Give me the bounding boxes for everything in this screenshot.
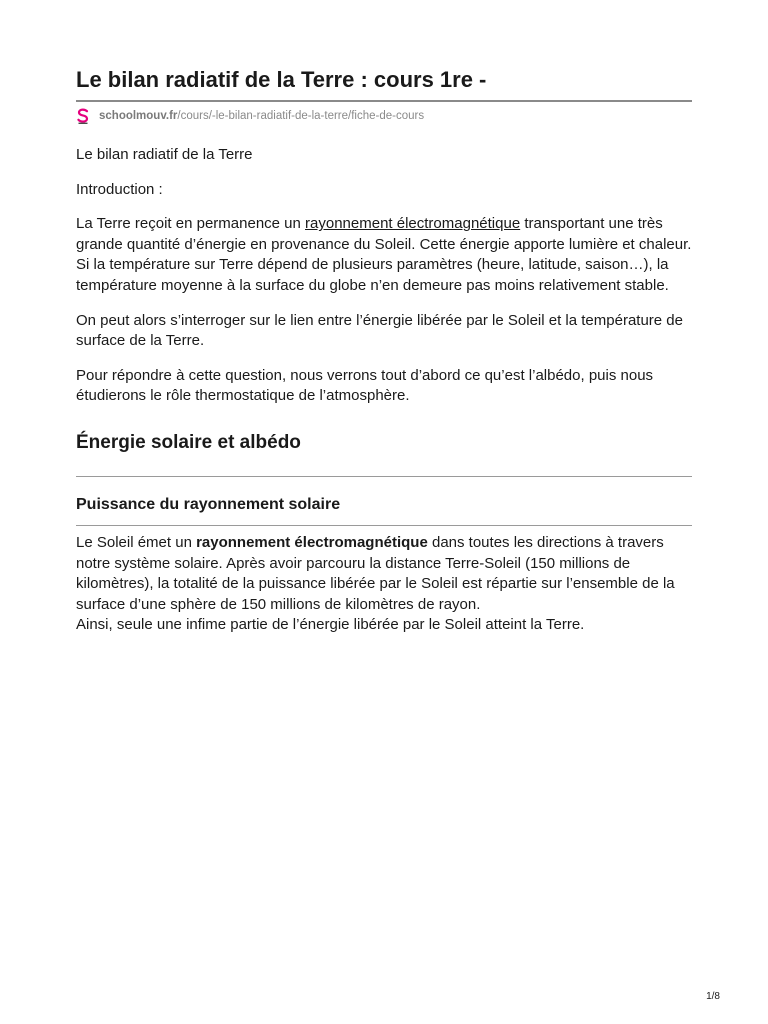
paragraph-3: Pour répondre à cette question, nous verrons tout d’abord ce qu’est l’albédo, puis nous étudierons le rôle thermostatique de l’atmosphère.	[76, 366, 654, 405]
source-line	[76, 107, 692, 125]
paragraph-4-bold-term: rayonnement électromagnétique	[196, 533, 428, 551]
document-title: Le bilan radiatif de la Terre : cours 1re -	[76, 67, 487, 92]
section-divider	[76, 476, 692, 477]
paragraph-4	[76, 533, 692, 636]
subsection-heading: Puissance du rayonnement solaire	[76, 495, 341, 513]
schoolmouv-logo-icon	[76, 108, 90, 124]
source-path[interactable]: /cours/-le-bilan-radiatif-de-la-terre/fiche-de-cours	[177, 110, 425, 122]
paragraph-1-text-end: transportant une très grande quantité d’énergie en provenance du Soleil. Cette énergie apporte lumière et chaleur.	[76, 215, 692, 253]
intro-label: Introduction :	[76, 180, 163, 198]
subsection-divider	[76, 525, 692, 526]
paragraph-2: On peut alors s’interroger sur le lien entre l’énergie libérée par le Soleil et la température de surface de la Terre.	[76, 311, 683, 350]
paragraph-4-text-end: dans toutes les directions à travers notre système solaire. Après avoir parcouru la distance Terre-Soleil (150 millions de kilomètres), la totalité de la puissance libérée par le Soleil est répartie sur l’ensemble de la surface d’une sphère de 150 millions de kilomètres de rayon.	[76, 533, 675, 613]
paragraph-4-text-start: Le Soleil émet un	[76, 533, 197, 551]
page-number: 1/8	[706, 991, 720, 1002]
title-divider	[76, 100, 692, 102]
section-heading: Énergie solaire et albédo	[76, 431, 301, 453]
paragraph-1-text-start: La Terre reçoit en permanence un	[76, 215, 306, 233]
intro-title: Le bilan radiatif de la Terre	[76, 146, 253, 163]
paragraph-1-line-2: Si la température sur Terre dépend de plusieurs paramètres (heure, latitude, saison…), la température moyenne à la surface du globe n’en demeure pas moins relativement stable.	[76, 256, 669, 294]
rayonnement-link[interactable]: rayonnement électromagnétique	[305, 215, 521, 233]
document-page	[76, 64, 692, 636]
source-domain[interactable]: schoolmouv.fr	[99, 110, 178, 122]
paragraph-1	[76, 214, 692, 296]
paragraph-4-line-2: Ainsi, seule une infime partie de l’énergie libérée par le Soleil atteint la Terre.	[76, 616, 585, 634]
